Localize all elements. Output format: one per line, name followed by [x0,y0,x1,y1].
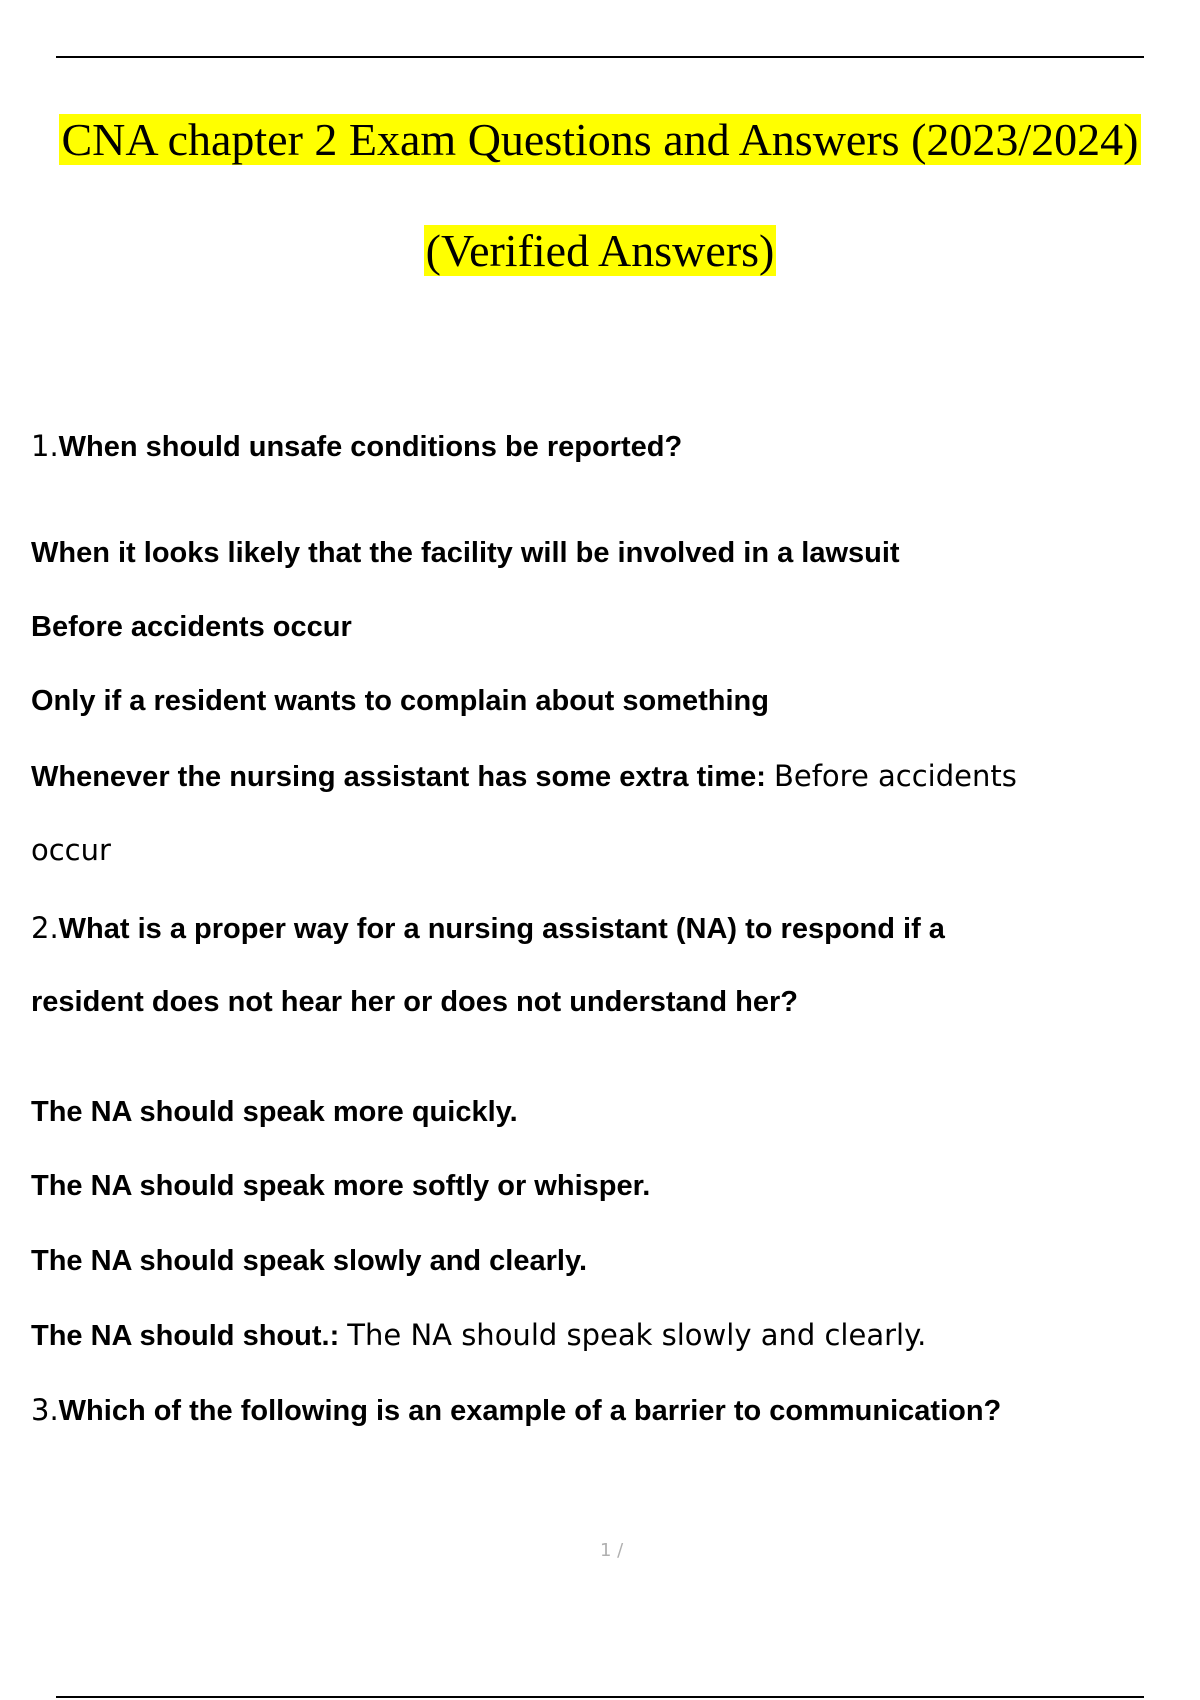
document-title-line1: CNA chapter 2 Exam Questions and Answers (2023/2024) [61,114,1139,165]
option-1c: Only if a resident wants to complain about something [31,685,769,717]
option-2b: The NA should speak more softly or whisper. [31,1170,651,1202]
top-rule [56,56,1144,58]
question-2 [31,910,945,947]
answer-1-continued: occur [31,833,111,867]
question-text: When should unsafe conditions be reported? [58,431,683,463]
question-number: 1. [31,429,59,463]
document-title-line2: (Verified Answers) [425,225,775,276]
question-number: 3. [31,1393,59,1427]
option-1a: When it looks likely that the facility will be involved in a lawsuit [31,537,900,569]
answer-1: Before accidents [773,759,1017,793]
question-3 [31,1392,1001,1429]
option-1b: Before accidents occur [31,611,352,643]
page-number: 1 / [600,1540,624,1561]
option-2d [31,1317,926,1354]
bottom-rule [56,1696,1144,1698]
question-1 [31,428,682,465]
document-title [0,113,1200,167]
question-number: 2. [31,911,59,945]
option-2a: The NA should speak more quickly. [31,1096,518,1128]
question-text: What is a proper way for a nursing assistant (NA) to respond if a [58,913,945,945]
question-2-continued: resident does not hear her or does not understand her? [31,986,798,1018]
option-2c: The NA should speak slowly and clearly. [31,1245,587,1277]
option-text: Whenever the nursing assistant has some extra time: [31,761,766,793]
answer-2: The NA should speak slowly and clearly. [347,1318,927,1352]
document-subtitle [0,224,1200,278]
option-text: The NA should shout.: [31,1320,340,1352]
option-1d [31,758,1017,795]
question-text: Which of the following is an example of a barrier to communication? [58,1395,1002,1427]
